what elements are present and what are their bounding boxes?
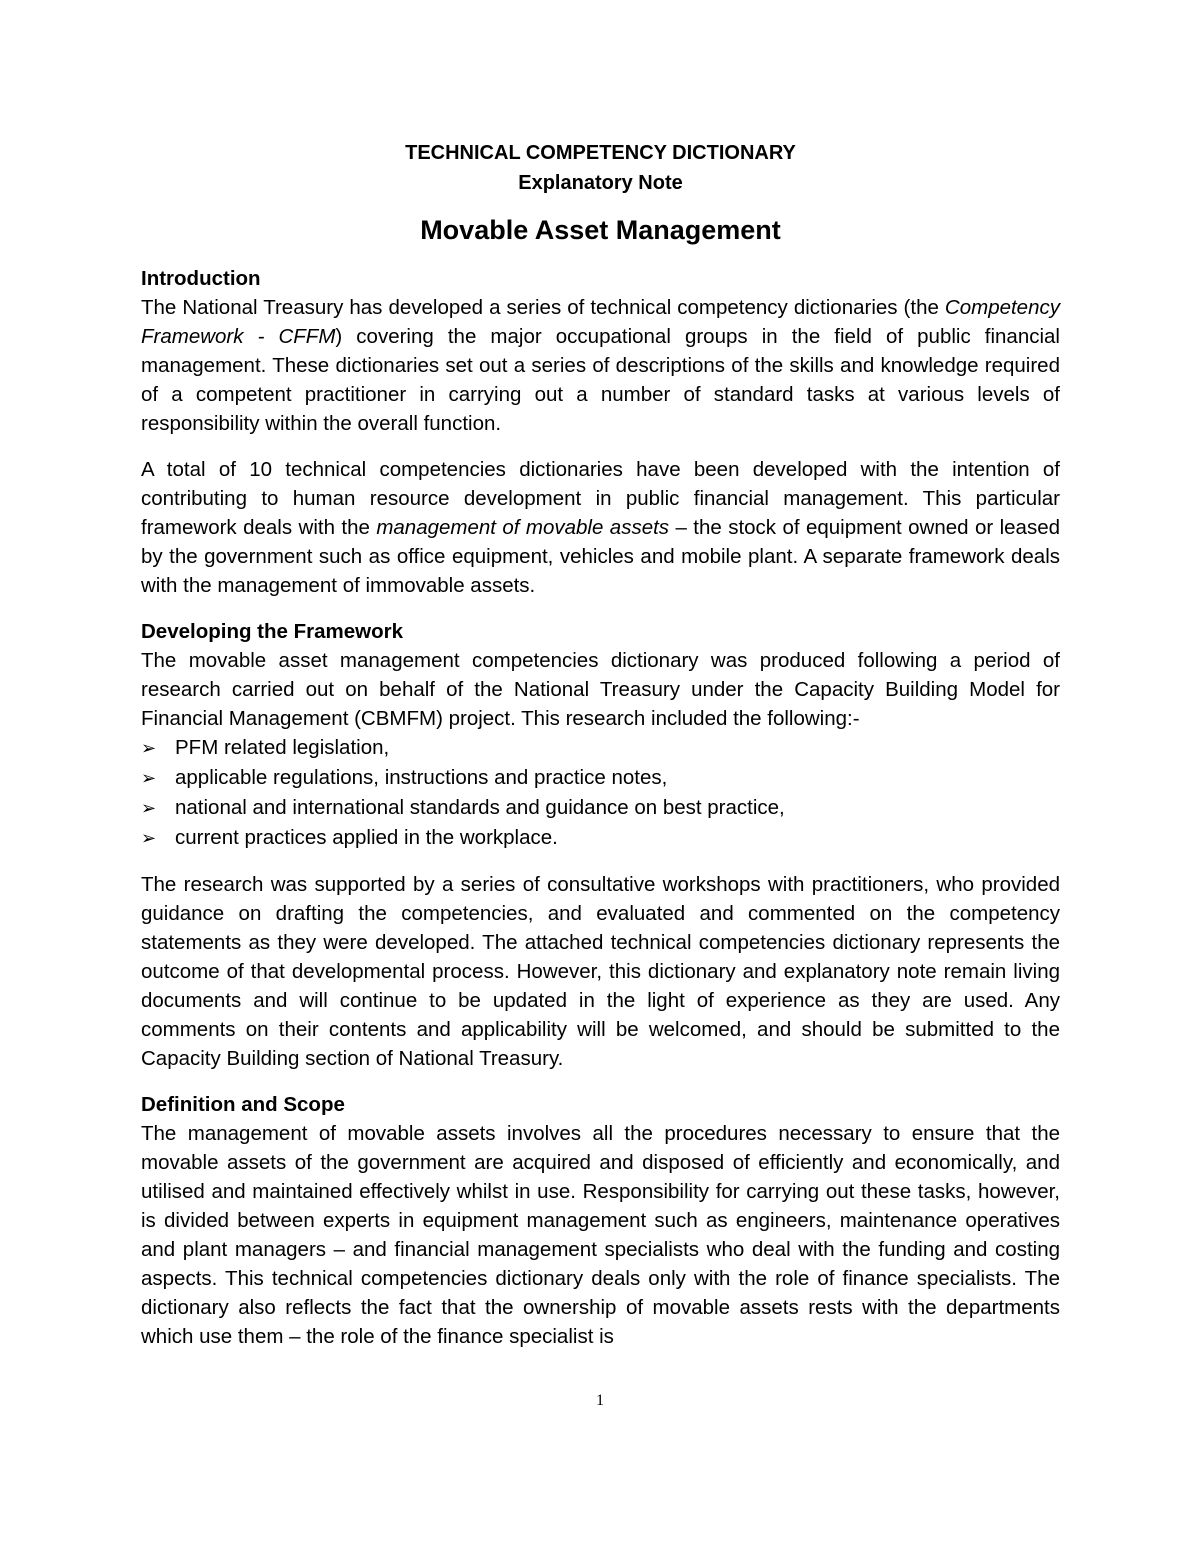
bullet-text: national and international standards and guidance on best practice, (175, 796, 785, 819)
introduction-paragraph-1-italic: Competency Framework - CFFM (141, 296, 1060, 348)
introduction-paragraph-1-text-b: ) covering the major occupational groups in the field of public financial management. These dictionaries set out a series of descriptions of the skills and knowledge required of a competent practitioner in carrying out a number of standard tasks at various levels of responsibility within the overall function. (141, 325, 1060, 435)
list-item (141, 793, 1060, 823)
spacer (141, 438, 1060, 455)
introduction-paragraph-2-text-a: A total of 10 technical competencies dictionaries have been developed with the intention of contributing to human resource development in public financial management. This particular framework deals with the (141, 458, 1060, 539)
page-number: 1 (596, 1392, 604, 1409)
definition-heading: Definition and Scope (141, 1093, 345, 1116)
list-item (141, 823, 1060, 853)
introduction-paragraph-2-text-b: – the stock of equipment owned or leased by the government such as office equipment, vehicles and mobile plant. A separate framework deals with the management of immovable assets. (141, 516, 1060, 597)
definition-paragraph-1: The management of movable assets involves all the procedures necessary to ensure that the movable assets of the government are acquired and disposed of efficiently and economically, and utilised and maintained effectively whilst in use. Responsibility for carrying out these tasks, however, is divided between experts in equipment management such as engineers, maintenance operatives and plant managers – and financial management specialists who deal with the funding and costing aspects. This technical competencies dictionary deals only with the role of finance specialists. The dictionary also reflects the fact that the ownership of movable assets rests with the departments which use them – the role of the finance specialist is (141, 1122, 1060, 1348)
spacer (141, 1073, 1060, 1090)
list-item (141, 733, 1060, 763)
bullet-text: PFM related legislation, (175, 736, 390, 759)
arrow-bullet-icon: ➢ (141, 768, 157, 788)
introduction-paragraph-1-text-a: The National Treasury has developed a series of technical competency dictionaries (the (141, 296, 945, 319)
bullet-text: current practices applied in the workplace. (175, 826, 558, 849)
document-header-subtitle: Explanatory Note (518, 172, 683, 194)
bullet-text: applicable regulations, instructions and practice notes, (175, 766, 668, 789)
developing-paragraph-1: The movable asset management competencies dictionary was produced following a period of research carried out on behalf of the National Treasury under the Capacity Building Model for Financial Management (CBMFM) project. This research included the following:- (141, 649, 1060, 730)
introduction-paragraph-2 (141, 455, 1060, 600)
introduction-paragraph-1 (141, 293, 1060, 438)
arrow-bullet-icon: ➢ (141, 738, 157, 758)
document-title: Movable Asset Management (420, 215, 781, 245)
research-bullet-list (141, 733, 1060, 853)
arrow-bullet-icon: ➢ (141, 828, 157, 848)
introduction-paragraph-2-italic: management of movable assets (376, 516, 670, 539)
introduction-heading: Introduction (141, 267, 261, 290)
list-item (141, 763, 1060, 793)
arrow-bullet-icon: ➢ (141, 798, 157, 818)
document-page (141, 138, 1060, 1351)
spacer (141, 853, 1060, 870)
spacer (141, 600, 1060, 617)
developing-paragraph-2: The research was supported by a series of consultative workshops with practitioners, who provided guidance on drafting the competencies, and evaluated and commented on the competency statements as they were developed. The attached technical competencies dictionary represents the outcome of that developmental process. However, this dictionary and explanatory note remain living documents and will continue to be updated in the light of experience as they are used. Any comments on their contents and applicability will be welcomed, and should be submitted to the Capacity Building section of National Treasury. (141, 873, 1060, 1070)
developing-heading: Developing the Framework (141, 620, 404, 643)
document-header-title: TECHNICAL COMPETENCY DICTIONARY (405, 142, 796, 164)
